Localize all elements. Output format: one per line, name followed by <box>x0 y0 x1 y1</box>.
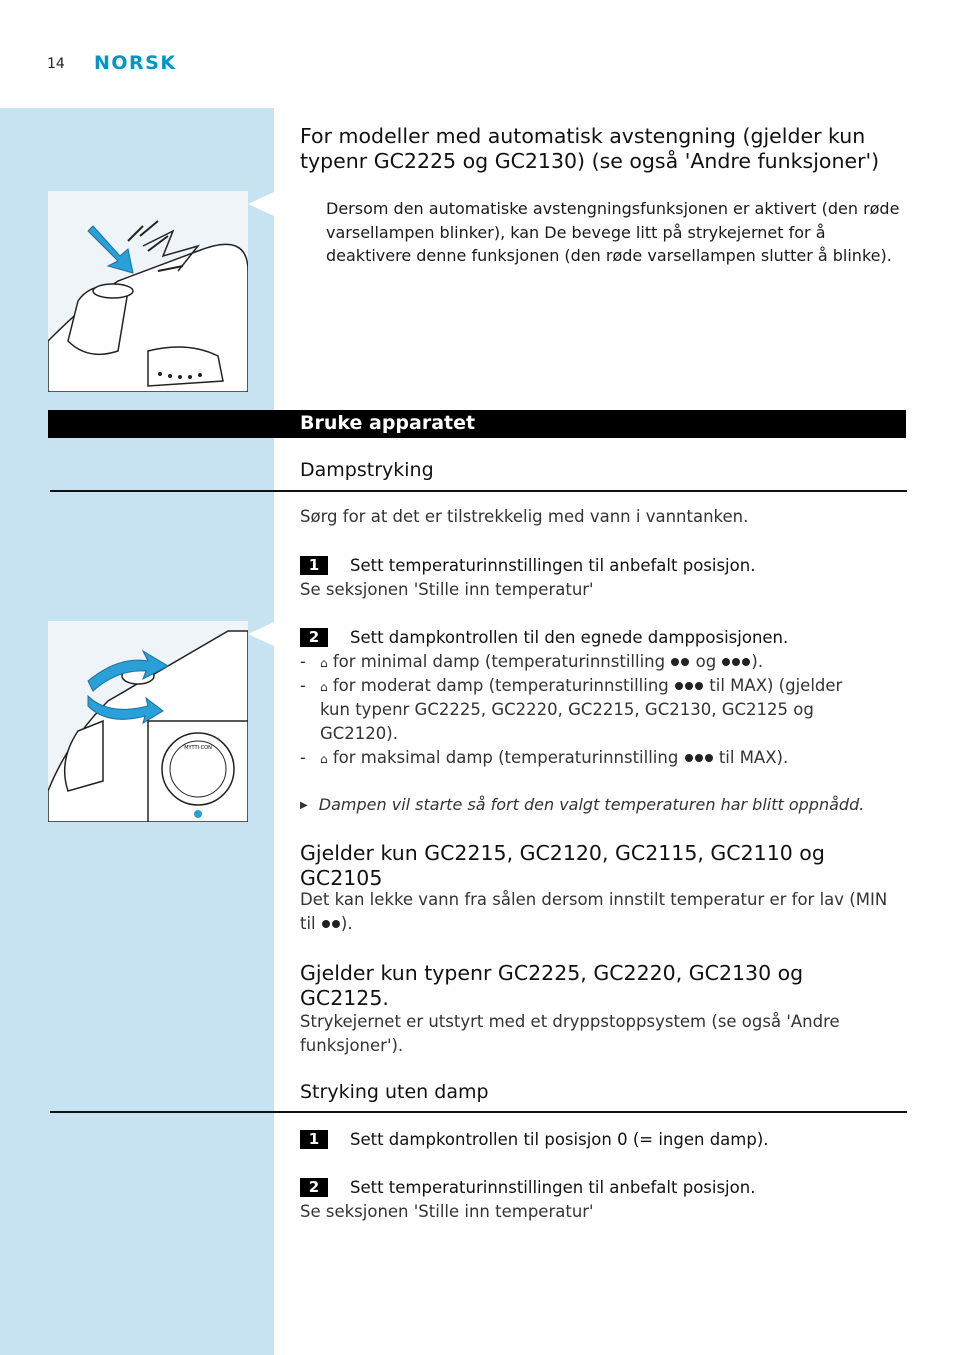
gc2215-title: Gjelder kun GC2215, GC2120, GC2115, GC2110 og GC2105 <box>300 841 825 890</box>
dot-icon <box>732 658 740 666</box>
no-steam-step-2-sub: Se seksjonen 'Stille inn temperatur' <box>300 1202 594 1221</box>
steam-bullet-minimal: - ⌂ for minimal damp (temperaturinnstilling og ). <box>300 652 764 671</box>
step-number: 1 <box>300 1130 328 1149</box>
steam-rule <box>50 490 907 492</box>
illustration-steam-dial <box>48 621 248 822</box>
step-number: 2 <box>300 628 328 647</box>
steam-step-2 <box>300 628 788 647</box>
iron-shake-illustration <box>48 191 248 392</box>
steam-note: ▶ Dampen vil starte så fort den valgt temperaturen har blitt oppnådd. <box>300 795 865 814</box>
dot-icon <box>671 658 679 666</box>
gc2215-text-line1: Det kan lekke vann fra sålen dersom innstilt temperatur er for lav (MIN <box>300 890 888 909</box>
dot-icon <box>681 658 689 666</box>
step-number: 2 <box>300 1178 328 1197</box>
dot-icon <box>695 682 703 690</box>
steam-step-1 <box>300 556 755 575</box>
step-number: 1 <box>300 556 328 575</box>
auto-off-title: For modeller med automatisk avstengning (gjelder kun typenr GC2225 og GC2130) (se også 'Andre funksjoner') <box>300 124 880 173</box>
gc2225-text: Strykejernet er utstyrt med et dryppstoppsystem (se også 'Andre funksjoner'). <box>300 1012 840 1055</box>
dot-icon <box>722 658 730 666</box>
auto-off-text: Dersom den automatiske avstengningsfunksjonen er aktivert (den røde varsellampen blinker), kan De bevege litt på strykejernet for å deaktivere denne funksjonen (den røde varsellampen slutter å blinke). <box>326 199 900 265</box>
step-text: Sett dampkontrollen til posisjon 0 (= ingen damp). <box>350 1130 769 1149</box>
steam-max-icon: ⌂ <box>320 752 328 766</box>
pointer-triangle <box>248 192 274 216</box>
step-text: Sett temperaturinnstillingen til anbefalt posisjon. <box>350 1178 756 1197</box>
steam-step-1-sub: Se seksjonen 'Stille inn temperatur' <box>300 580 594 599</box>
no-steam-heading: Stryking uten damp <box>300 1081 489 1103</box>
step-text: Sett temperaturinnstillingen til anbefalt posisjon. <box>350 556 756 575</box>
dot-icon <box>742 658 750 666</box>
steam-bullet-moderate-line3: GC2120). <box>320 724 398 743</box>
steam-bullet-moderate-line2: kun typenr GC2225, GC2220, GC2215, GC2130, GC2125 og <box>320 700 814 719</box>
language-label: NORSK <box>94 52 177 74</box>
dot-icon <box>675 682 683 690</box>
section-bar <box>48 410 906 438</box>
dot-icon <box>695 754 703 762</box>
no-steam-step-1 <box>300 1130 769 1149</box>
no-steam-rule <box>50 1111 907 1113</box>
steam-bullet-moderate: - ⌂ for moderat damp (temperaturinnstilling til MAX) (gjelder <box>300 676 843 695</box>
pointer-triangle <box>248 622 274 646</box>
triangle-bullet-icon: ▶ <box>300 800 308 811</box>
no-steam-step-2 <box>300 1178 755 1197</box>
dot-icon <box>332 920 340 928</box>
dial-label: MYTTI·CON <box>184 745 212 751</box>
steam-dial-illustration <box>48 621 248 822</box>
gc2225-title: Gjelder kun typenr GC2225, GC2220, GC2130 og GC2125. <box>300 961 804 1010</box>
steam-mid-icon: ⌂ <box>320 680 328 694</box>
illustration-auto-off <box>48 191 248 392</box>
steam-heading: Dampstryking <box>300 459 434 481</box>
gc2215-text-line2: til ). <box>300 914 353 933</box>
dot-icon <box>685 754 693 762</box>
step-text: Sett dampkontrollen til den egnede dampposisjonen. <box>350 628 789 647</box>
dot-icon <box>322 920 330 928</box>
page-number: 14 <box>47 56 65 72</box>
dot-icon <box>705 754 713 762</box>
section-bar-title: Bruke apparatet <box>300 412 476 434</box>
steam-intro: Sørg for at det er tilstrekkelig med vann i vanntanken. <box>300 507 749 526</box>
steam-min-icon: ⌂ <box>320 656 328 670</box>
steam-bullet-maximal: - ⌂ for maksimal damp (temperaturinnstilling til MAX). <box>300 748 789 767</box>
dot-icon <box>685 682 693 690</box>
